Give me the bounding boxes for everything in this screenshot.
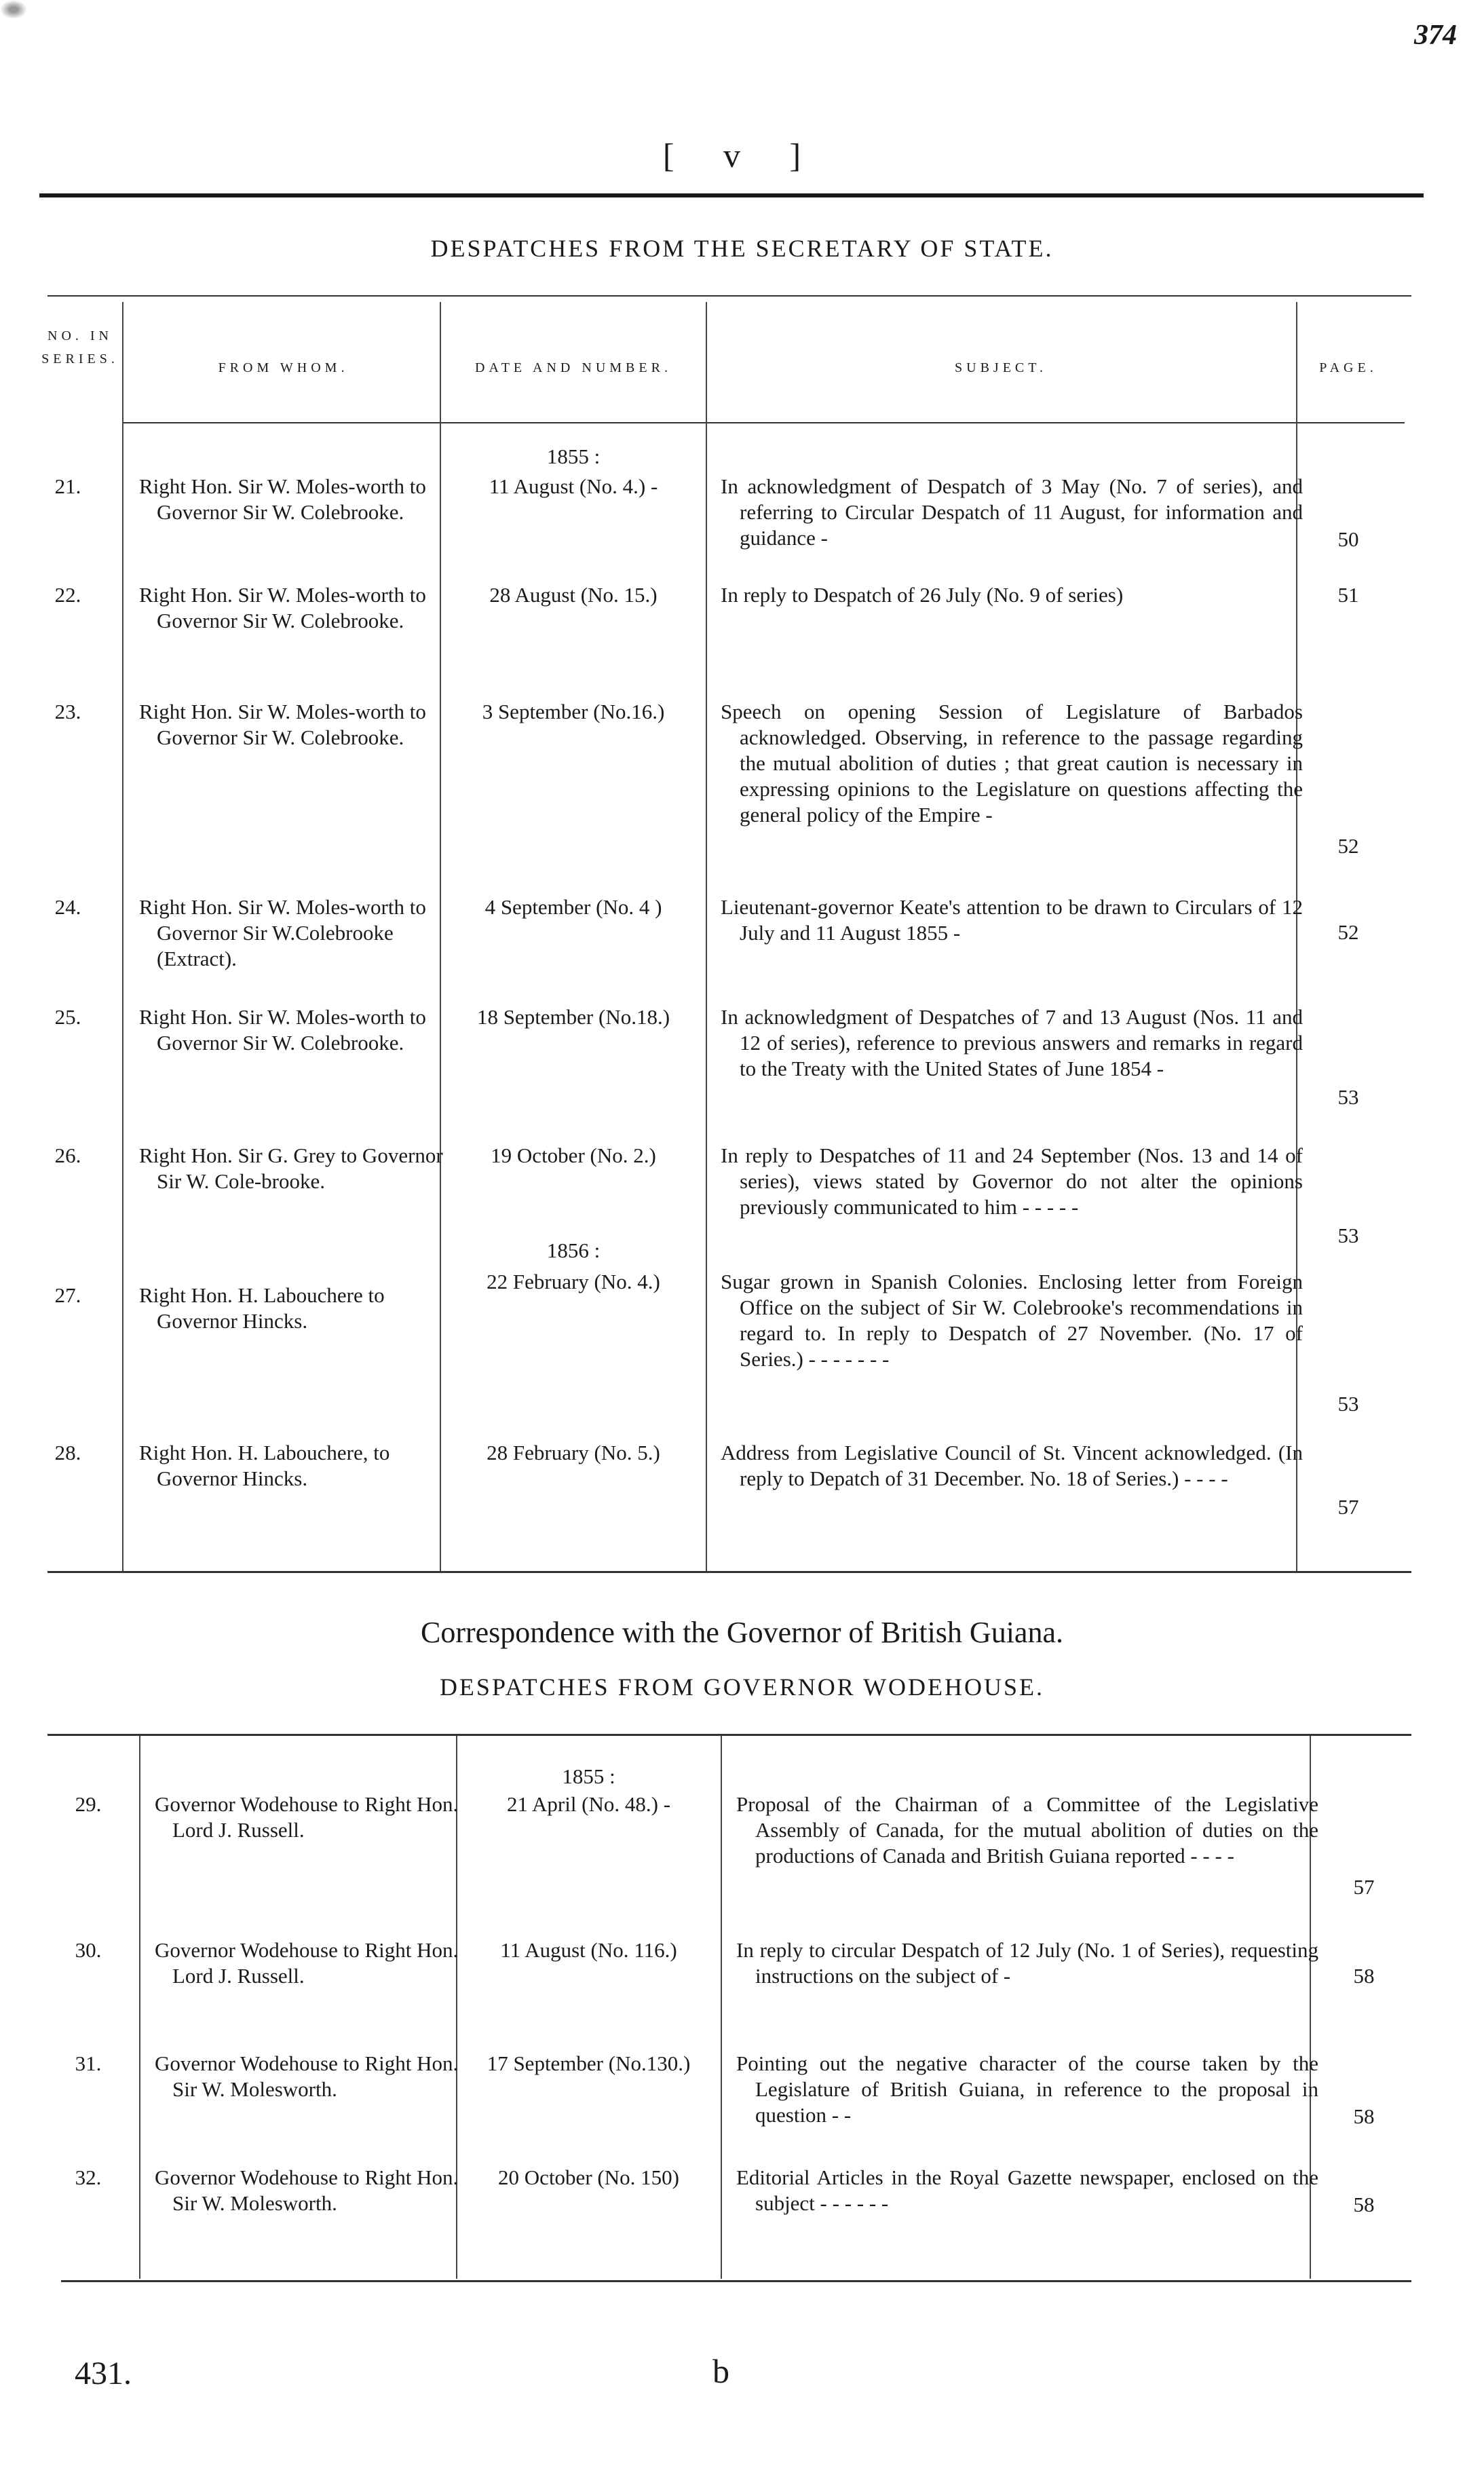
row-date: 4 September (No. 4 ) [484, 895, 662, 919]
row-from: Right Hon. H. Labouchere, to Governor Hincks. [139, 1441, 390, 1490]
row-page: 58 [1353, 2104, 1375, 2128]
row-page: 53 [1337, 1224, 1359, 1247]
row-subject: Address from Legislative Council of St. Vincent acknowledged. (In reply to Depatch of 31 December. No. 18 of Series.) - - - - [721, 1441, 1303, 1490]
row-from: Right Hon. Sir W. Moles-worth to Governor Sir W. Colebrooke. [139, 1005, 426, 1055]
row-date: 17 September (No.130.) [487, 2051, 691, 2075]
row-page: 52 [1337, 834, 1359, 858]
row-subject: In reply to Despatches of 11 and 24 September (Nos. 13 and 14 of series), views stated by Governor do not alter the opinions previously communicated to him - - - - - [721, 1143, 1303, 1219]
section1-header-from: FROM WHOM. [218, 360, 349, 375]
row-from: Right Hon. Sir W. Moles-worth to Governor Sir W. Colebrooke. [139, 700, 426, 749]
footer-sheet-number: 431. [75, 2355, 132, 2391]
row-subject: In reply to circular Despatch of 12 July (No. 1 of Series), requesting instructions on the subject of - [736, 1938, 1318, 1988]
row-page: 51 [1337, 583, 1359, 607]
row-from: Governor Wodehouse to Right Hon. Sir W. Molesworth. [155, 2165, 459, 2215]
section2-table-top-rule [47, 1734, 1411, 1736]
section1-header-date: DATE AND NUMBER. [475, 360, 672, 375]
row-from: Right Hon. Sir W. Moles-worth to Governor Sir W. Colebrooke. [139, 474, 426, 524]
section1-table-bottom-rule [47, 1571, 1411, 1573]
row-page: 57 [1337, 1495, 1359, 1519]
row-date: 28 February (No. 5.) [487, 1441, 660, 1464]
row-number: 22. [54, 583, 81, 607]
page-roman-numeral: [ v ] [662, 136, 822, 174]
footer-signature-mark: b [712, 2352, 729, 2390]
row-page: 53 [1337, 1392, 1359, 1416]
row-from: Right Hon. Sir W. Moles-worth to Governor Sir W.Colebrooke (Extract). [139, 895, 426, 970]
row-number: 26. [54, 1143, 81, 1167]
row-date: 21 April (No. 48.) - [506, 1792, 671, 1816]
row-from: Right Hon. Sir G. Grey to Governor Sir W. Cole-brooke. [139, 1143, 443, 1193]
row-subject: Pointing out the negative character of the course taken by the Legislature of British Guiana, in reference to the proposal in question - - [736, 2051, 1318, 2127]
section2-col-divider-1 [139, 1736, 140, 2279]
row-number: 31. [75, 2051, 102, 2075]
corner-folio-number: 374 [1414, 20, 1457, 51]
section2-title: Correspondence with the Governor of British Guiana. [421, 1616, 1063, 1649]
row-page: 50 [1337, 527, 1359, 551]
row-subject: Sugar grown in Spanish Colonies. Enclosing letter from Foreign Office on the subject of Sir W. Colebrooke's recommendations in regard to. In reply to Despatch of 27 November. (No. 17 of Series.) - - - - - - - [721, 1270, 1303, 1371]
row-number: 25. [54, 1005, 81, 1029]
row-date: 20 October (No. 150) [498, 2165, 679, 2189]
row-subject: In acknowledgment of Despatches of 7 and 13 August (Nos. 11 and 12 of series), reference to previous answers and remarks in regard to the Treaty with the United States of June 1854 - [721, 1005, 1303, 1080]
row-from: Governor Wodehouse to Right Hon. Sir W. Molesworth. [155, 2051, 459, 2101]
section1-col-divider-3 [706, 302, 707, 1571]
row-subject: In acknowledgment of Despatch of 3 May (No. 7 of series), and referring to Circular Despatch of 11 August, for information and guidance - [721, 474, 1303, 550]
row-subject: Speech on opening Session of Legislature of Barbados acknowledged. Observing, in reference to the passage regarding the mutual abolition of duties ; that great caution is necessary in expressing opinions to the Legislature on questions affecting the general policy of the Empire - [721, 700, 1303, 827]
row-number: 23. [54, 700, 81, 723]
section1-header-subject: SUBJECT. [955, 360, 1047, 375]
row-from: Right Hon. Sir W. Moles-worth to Governor Sir W. Colebrooke. [139, 583, 426, 632]
section1-table-top-rule [47, 295, 1411, 297]
row-date: 11 August (No. 4.) - [489, 474, 658, 498]
section1-header-page: PAGE. [1319, 360, 1377, 375]
row-number: 32. [75, 2165, 102, 2189]
section1-year-label: 1856 : [546, 1238, 601, 1262]
row-number: 24. [54, 895, 81, 919]
section2-subtitle: DESPATCHES FROM GOVERNOR WODEHOUSE. [439, 1673, 1045, 1701]
row-page: 52 [1337, 920, 1359, 944]
row-number: 21. [54, 474, 81, 498]
row-date: 19 October (No. 2.) [491, 1143, 656, 1167]
row-number: 29. [75, 1792, 102, 1816]
section2-col-divider-3 [721, 1736, 722, 2279]
row-subject: Lieutenant-governor Keate's attention to be drawn to Circulars of 12 July and 11 August 1855 - [721, 895, 1303, 945]
section1-year-label: 1855 : [546, 444, 601, 468]
row-date: 22 February (No. 4.) [487, 1270, 660, 1293]
header-rule [39, 193, 1424, 197]
row-page: 58 [1353, 2193, 1375, 2216]
row-subject: Proposal of the Chairman of a Committee of the Legislative Assembly of Canada, for the mutual abolition of duties on the productions of Canada and British Guiana reported - - - - [736, 1792, 1318, 1868]
row-from: Governor Wodehouse to Right Hon. Lord J. Russell. [155, 1792, 459, 1842]
row-subject: In reply to Despatch of 26 July (No. 9 of series) [721, 583, 1124, 607]
section1-header-no: NO. IN SERIES. [41, 328, 119, 366]
row-date: 11 August (No. 116.) [500, 1938, 677, 1962]
section2-year-label: 1855 : [562, 1764, 615, 1788]
row-from: Governor Wodehouse to Right Hon. Lord J. Russell. [155, 1938, 459, 1988]
row-from: Right Hon. H. Labouchere to Governor Hincks. [139, 1283, 385, 1333]
row-date: 3 September (No.16.) [482, 700, 665, 723]
row-date: 18 September (No.18.) [476, 1005, 670, 1029]
row-date: 28 August (No. 15.) [489, 583, 658, 607]
row-number: 28. [54, 1441, 81, 1464]
section2-table-bottom-rule [61, 2280, 1411, 2282]
row-subject: Editorial Articles in the Royal Gazette newspaper, enclosed on the subject - - - - - - [736, 2165, 1318, 2215]
row-number: 27. [54, 1283, 81, 1307]
section1-header-rule [122, 422, 1405, 423]
row-page: 57 [1353, 1875, 1375, 1899]
section1-col-divider-1 [122, 302, 123, 1571]
ink-smudge [0, 0, 27, 19]
row-number: 30. [75, 1938, 102, 1962]
section1-title: DESPATCHES FROM THE SECRETARY OF STATE. [430, 235, 1054, 262]
row-page: 53 [1337, 1085, 1359, 1109]
row-page: 58 [1353, 1964, 1375, 1988]
